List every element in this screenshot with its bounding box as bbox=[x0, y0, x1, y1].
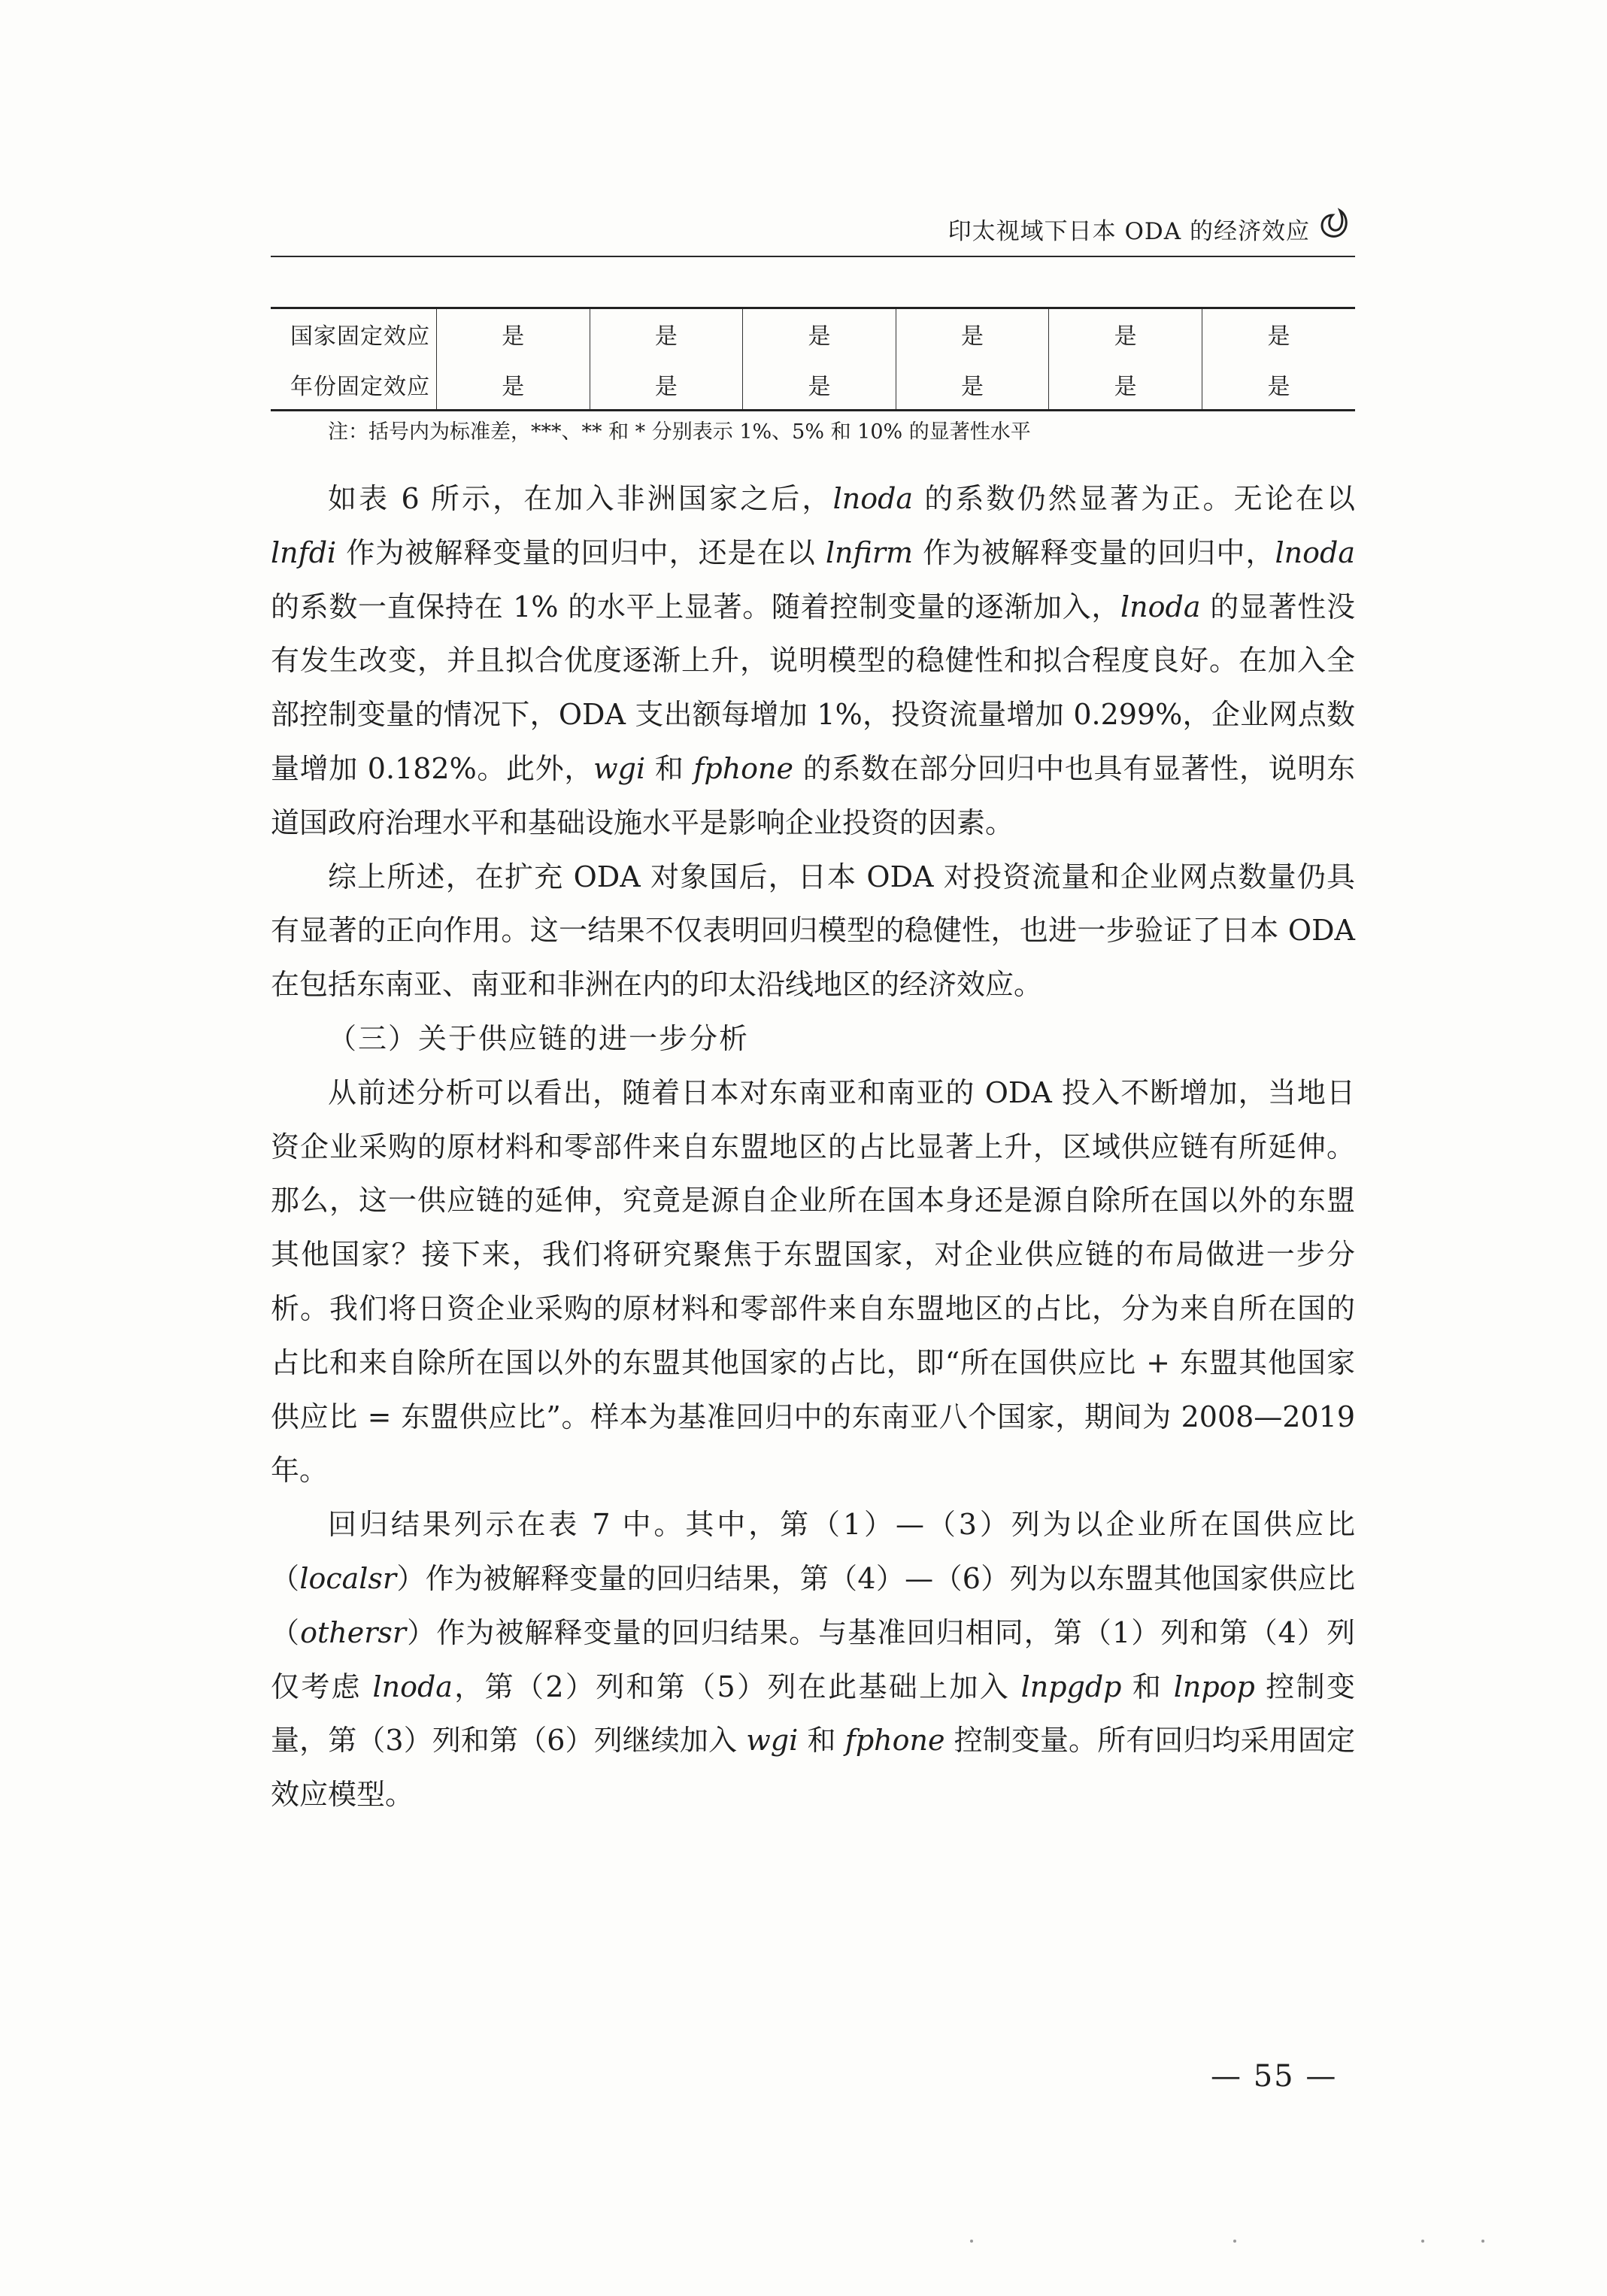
variable-name: lnfdi bbox=[271, 535, 337, 569]
table-note: 注：括号内为标准差，***、** 和 * 分别表示 1%、5% 和 10% 的显著性水平 bbox=[328, 420, 1031, 444]
page-number: — 55 — bbox=[1211, 2059, 1338, 2094]
table-cell: 是 bbox=[437, 359, 590, 411]
table-cell: 是 bbox=[1202, 308, 1355, 359]
text-run: 和 bbox=[645, 751, 694, 785]
text-run: 的系数一直保持在 1% 的水平上显著。随着控制变量的逐渐加入， bbox=[271, 590, 1121, 623]
running-header-title: 印太视域下日本 ODA 的经济效应 bbox=[948, 218, 1310, 245]
table-cell: 是 bbox=[896, 308, 1049, 359]
scan-speck bbox=[1233, 2240, 1236, 2243]
text-run: 如表 6 所示，在加入非洲国家之后， bbox=[328, 482, 833, 515]
text-run: 控制变量。所有回归均采用固定效应模型。 bbox=[271, 1724, 1355, 1812]
variable-name: lnoda bbox=[1275, 535, 1355, 569]
text-run: 的系数在部分回归中也具有显著性，说明东道国政府治理水平和基础设施水平是影响企业投资的因素。 bbox=[271, 751, 1355, 839]
variable-name: wgi bbox=[593, 751, 646, 785]
table-cell: 是 bbox=[1202, 359, 1355, 411]
text-run: 控制变量，第（3）列和第（6）列继续加入 bbox=[271, 1670, 1355, 1758]
table-cell: 是 bbox=[743, 308, 896, 359]
main-text bbox=[271, 472, 1355, 1822]
table-cell: 是 bbox=[590, 359, 743, 411]
table-cell: 是 bbox=[743, 359, 896, 411]
variable-name: lnoda bbox=[1120, 590, 1201, 623]
variable-name: othersr bbox=[300, 1615, 407, 1649]
paragraph-3: 从前述分析可以看出，随着日本对东南亚和南亚的 ODA 投入不断增加，当地日资企业采购的原材料和零部件来自东盟地区的占比显著上升，区域供应链有所延伸。那么，这一供应链的延伸，究竟是源自企业所在国本身还是源自除所在国以外的东盟其他国家？接下来，我们将研究聚焦于东盟国家，对企业供应链的布局做进一步分析。我们将日资企业采购的原材料和零部件来自东盟地区的占比，分为来自所在国的占比和来自除所在国以外的东盟其他国家的占比，即“所在国供应比 + 东盟其他国家供应比 = 东盟供应比”。样本为基准回归中的东南亚八个国家，期间为 2008—2019 年。 bbox=[271, 1075, 1355, 1488]
paragraph-4 bbox=[271, 1498, 1355, 1822]
table-cell: 是 bbox=[437, 308, 590, 359]
section-subheading: （三）关于供应链的进一步分析 bbox=[328, 1021, 750, 1055]
variable-name: lnoda bbox=[372, 1670, 453, 1703]
text-run: 的显著性没有发生改变，并且拟合优度逐渐上升，说明模型的稳健性和拟合程度良好。在加入全部控制变量的情况下，ODA 支出额每增加 1%，投资流量增加 0.299%，企业网点数量增加 0.182%。此外， bbox=[271, 590, 1355, 785]
scan-speck bbox=[970, 2240, 973, 2243]
scan-speck bbox=[1421, 2240, 1424, 2243]
variable-name: wgi bbox=[746, 1724, 799, 1758]
text-run: ）作为被解释变量的回归结果，第（4）—（6）列为以东盟其他国家供应比（ bbox=[271, 1561, 1355, 1649]
text-run: 和 bbox=[798, 1724, 845, 1758]
table-cell: 是 bbox=[590, 308, 743, 359]
paragraph-1 bbox=[271, 472, 1355, 851]
variable-name: lnoda bbox=[832, 482, 914, 515]
variable-name: lnpop bbox=[1173, 1670, 1255, 1703]
paragraph-2: 综上所述，在扩充 ODA 对象国后，日本 ODA 对投资流量和企业网点数量仍具有显著的正向作用。这一结果不仅表明回归模型的稳健性，也进一步验证了日本 ODA 在包括东南亚、南亚和非洲在内的印太沿线地区的经济效应。 bbox=[271, 860, 1355, 1002]
table-cell: 是 bbox=[896, 359, 1049, 411]
variable-name: lnfirm bbox=[825, 535, 914, 569]
journal-logo-icon bbox=[1317, 206, 1351, 239]
text-run: ，第（2）列和第（5）列在此基础上加入 bbox=[452, 1670, 1021, 1703]
text-run: 和 bbox=[1121, 1670, 1174, 1703]
row-label: 国家固定效应 bbox=[271, 308, 437, 359]
scan-speck bbox=[1481, 2240, 1484, 2243]
variable-name: fphone bbox=[693, 751, 794, 785]
table-row-year-fe bbox=[271, 359, 1355, 411]
table-cell: 是 bbox=[1049, 308, 1202, 359]
regression-table-tail bbox=[271, 307, 1355, 411]
text-run: ）作为被解释变量的回归结果。与基准回归相同，第（1）列和第（4）列仅考虑 bbox=[271, 1615, 1355, 1703]
text-run: 作为被解释变量的回归中，还是在以 bbox=[336, 535, 826, 569]
table-cell: 是 bbox=[1049, 359, 1202, 411]
variable-name: fphone bbox=[844, 1724, 945, 1758]
table-row-country-fe bbox=[271, 308, 1355, 359]
text-run: 的系数仍然显著为正。无论在以 bbox=[913, 482, 1355, 515]
variable-name: lnpgdp bbox=[1020, 1670, 1122, 1703]
text-run: 作为被解释变量的回归中， bbox=[913, 535, 1275, 569]
text-run: 回归结果列示在表 7 中。其中，第（1）—（3）列为以企业所在国供应比（ bbox=[271, 1508, 1355, 1595]
variable-name: localsr bbox=[299, 1561, 397, 1595]
row-label: 年份固定效应 bbox=[271, 359, 437, 411]
running-header bbox=[271, 199, 1355, 257]
